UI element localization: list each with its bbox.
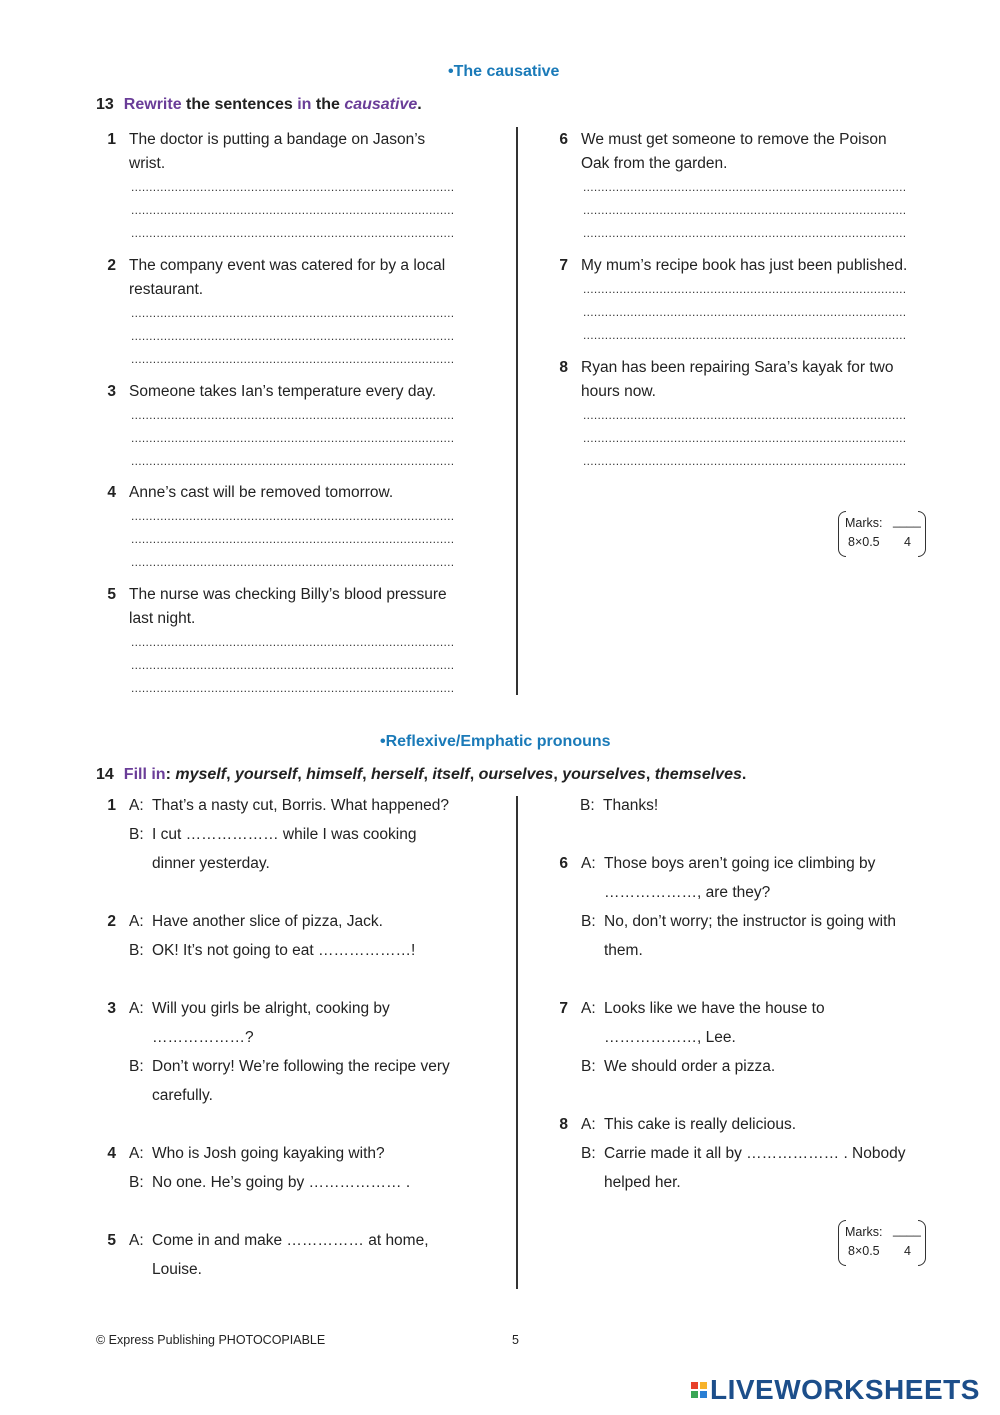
dialogue-text: ………………, are they? [604,884,771,901]
dialogue-text: Carrie made it all by ……………… . Nobody [604,1145,906,1162]
speaker-label: A: [129,797,144,814]
section-title-pronouns: •Reflexive/Emphatic pronouns [380,733,611,750]
dialogue-text: Have another slice of pizza, Jack. [152,913,383,930]
speaker-label: B: [129,1174,144,1191]
answer-line[interactable]: ......................................................................................... [131,681,455,695]
word-option: themselves [654,766,742,783]
dialogue-text: ………………, Lee. [604,1029,736,1046]
exercise-13-instruction [96,96,422,114]
marks-total: 4 [904,1244,911,1258]
dialogue-text: No one. He’s going by ……………… . [152,1174,411,1191]
instruction-period: . [417,96,422,113]
question-number: 7 [559,1000,568,1017]
section-title-causative: •The causative [448,63,560,80]
question-text: The nurse was checking Billy’s blood pressure [129,586,447,603]
question-number: 8 [559,1116,568,1133]
word-option: herself [371,766,424,783]
answer-line[interactable]: ......................................................................................... [583,328,907,342]
speaker-label: A: [129,913,144,930]
answer-line[interactable]: ......................................................................................... [583,454,907,468]
question-number: 1 [107,797,116,814]
dialogue-text: helped her. [604,1174,681,1191]
answer-line[interactable]: ......................................................................................... [131,226,455,240]
answer-line[interactable]: ......................................................................................... [583,203,907,217]
liveworksheets-logo [690,1374,980,1406]
answer-line[interactable]: ......................................................................................... [583,226,907,240]
instruction-verb: Rewrite [123,96,182,113]
dialogue-text: Looks like we have the house to [604,1000,825,1017]
instruction-in: in [297,96,312,113]
question-number: 6 [559,855,568,872]
word-option: yourself [234,766,298,783]
marks-label: Marks: [845,1225,883,1239]
dialogue-text: No, don’t worry; the instructor is going with [604,913,897,930]
answer-line[interactable]: ......................................................................................... [131,306,455,320]
exercise-number: 14 [96,766,114,783]
dialogue-text: Come in and make …………… at home, [152,1232,429,1249]
dialogue-text: That’s a nasty cut, Borris. What happened? [152,797,449,814]
question-text: Oak from the garden. [581,155,728,172]
dialogue-text: Thanks! [603,797,659,814]
question-text: hours now. [581,383,656,400]
answer-line[interactable]: ......................................................................................... [131,352,455,366]
dialogue-text: OK! It’s not going to eat ………………! [152,942,416,959]
question-number: 4 [107,1145,116,1162]
dialogue-text: I cut ……………… while I was cooking [152,826,417,843]
question-number: 6 [559,131,568,148]
answer-line[interactable]: ......................................................................................... [131,329,455,343]
question-number: 2 [107,913,116,930]
marks-blank: ____ [893,1223,921,1237]
speaker-label: B: [581,1145,596,1162]
marks-formula: 8×0.5 [848,1244,880,1258]
word-list: myself, yourself, himself, herself, itself, ourselves, yourselves, themselves. [175,766,747,783]
instruction-verb: Fill in [123,766,166,783]
speaker-label: B: [129,826,144,843]
dialogue-text: Those boys aren’t going ice climbing by [604,855,876,872]
answer-line[interactable]: ......................................................................................... [131,454,455,468]
word-option: myself [175,766,227,783]
dialogue-text: them. [604,942,643,959]
question-text: The company event was catered for by a local [129,257,446,274]
instruction-text: the [311,96,345,113]
speaker-label: B: [581,913,596,930]
answer-line[interactable]: ......................................................................................... [583,305,907,319]
marks-blank: ____ [893,514,921,528]
marks-total: 4 [904,535,911,549]
question-number: 8 [559,359,568,376]
speaker-label: B: [129,1058,144,1075]
marks-box [838,1220,926,1266]
instruction-keyword: causative [344,96,418,113]
answer-line[interactable]: ......................................................................................... [583,180,907,194]
word-option: ourselves [478,766,554,783]
question-text: We must get someone to remove the Poison [581,131,887,148]
question-text: restaurant. [129,281,204,298]
answer-line[interactable]: ......................................................................................... [131,431,455,445]
question-number: 7 [559,257,568,274]
question-number: 3 [107,383,116,400]
question-text: Ryan has been repairing Sara’s kayak for two [581,359,894,376]
answer-line[interactable]: ......................................................................................... [131,635,455,649]
question-text: My mum’s recipe book has just been published. [581,257,908,274]
answer-line[interactable]: ......................................................................................... [131,203,455,217]
speaker-label: A: [581,1116,596,1133]
dialogue-text: Louise. [152,1261,202,1278]
marks-formula: 8×0.5 [848,535,880,549]
question-number: 5 [107,1232,116,1249]
exercise-number: 13 [96,96,114,113]
question-text: wrist. [129,155,166,172]
column-divider [516,796,518,1289]
dialogue-text: Don’t worry! We’re following the recipe very [152,1058,450,1075]
marks-box [838,511,926,557]
word-option: yourselves [562,766,646,783]
dialogue-text: dinner yesterday. [152,855,270,872]
speaker-label: A: [129,1232,144,1249]
instruction-colon: : [165,766,171,783]
word-option: himself [306,766,363,783]
question-number: 5 [107,586,116,603]
answer-line[interactable]: ......................................................................................... [131,408,455,422]
question-number: 2 [107,257,116,274]
answer-line[interactable]: ......................................................................................... [131,509,455,523]
answer-line[interactable]: ......................................................................................... [583,408,907,422]
speaker-label: B: [581,1058,596,1075]
logo-text: LIVEWORKSHEETS [710,1374,980,1405]
speaker-label: B: [580,797,595,814]
question-text: last night. [129,610,196,627]
dialogue-text: Will you girls be alright, cooking by [152,1000,390,1017]
answer-line[interactable]: ......................................................................................... [583,282,907,296]
dialogue-text: ………………? [152,1029,254,1046]
dialogue-text: We should order a pizza. [604,1058,776,1075]
question-number: 4 [107,484,116,501]
answer-line[interactable]: ......................................................................................... [131,532,455,546]
page-number: 5 [512,1333,519,1347]
question-number: 3 [107,1000,116,1017]
word-option: itself [432,766,470,783]
speaker-label: A: [581,855,596,872]
speaker-label: A: [129,1000,144,1017]
dialogue-text: Who is Josh going kayaking with? [152,1145,385,1162]
instruction-text: the sentences [181,96,298,113]
marks-label: Marks: [845,516,883,530]
dialogue-text: This cake is really delicious. [604,1116,797,1133]
exercise-14-instruction [96,766,746,784]
question-number: 1 [107,131,116,148]
question-text: The doctor is putting a bandage on Jason’s [129,131,426,148]
answer-line[interactable]: ......................................................................................... [131,658,455,672]
speaker-label: A: [129,1145,144,1162]
question-text: Someone takes Ian’s temperature every day. [129,383,437,400]
question-text: Anne’s cast will be removed tomorrow. [129,484,394,501]
dialogue-text: carefully. [152,1087,213,1104]
answer-line[interactable]: ......................................................................................... [131,180,455,194]
speaker-label: A: [581,1000,596,1017]
answer-line[interactable]: ......................................................................................... [583,431,907,445]
answer-line[interactable]: ......................................................................................... [131,555,455,569]
footer-copyright: © Express Publishing PHOTOCOPIABLE [96,1333,326,1347]
logo-icon [690,1381,710,1399]
column-divider [516,127,518,695]
speaker-label: B: [129,942,144,959]
